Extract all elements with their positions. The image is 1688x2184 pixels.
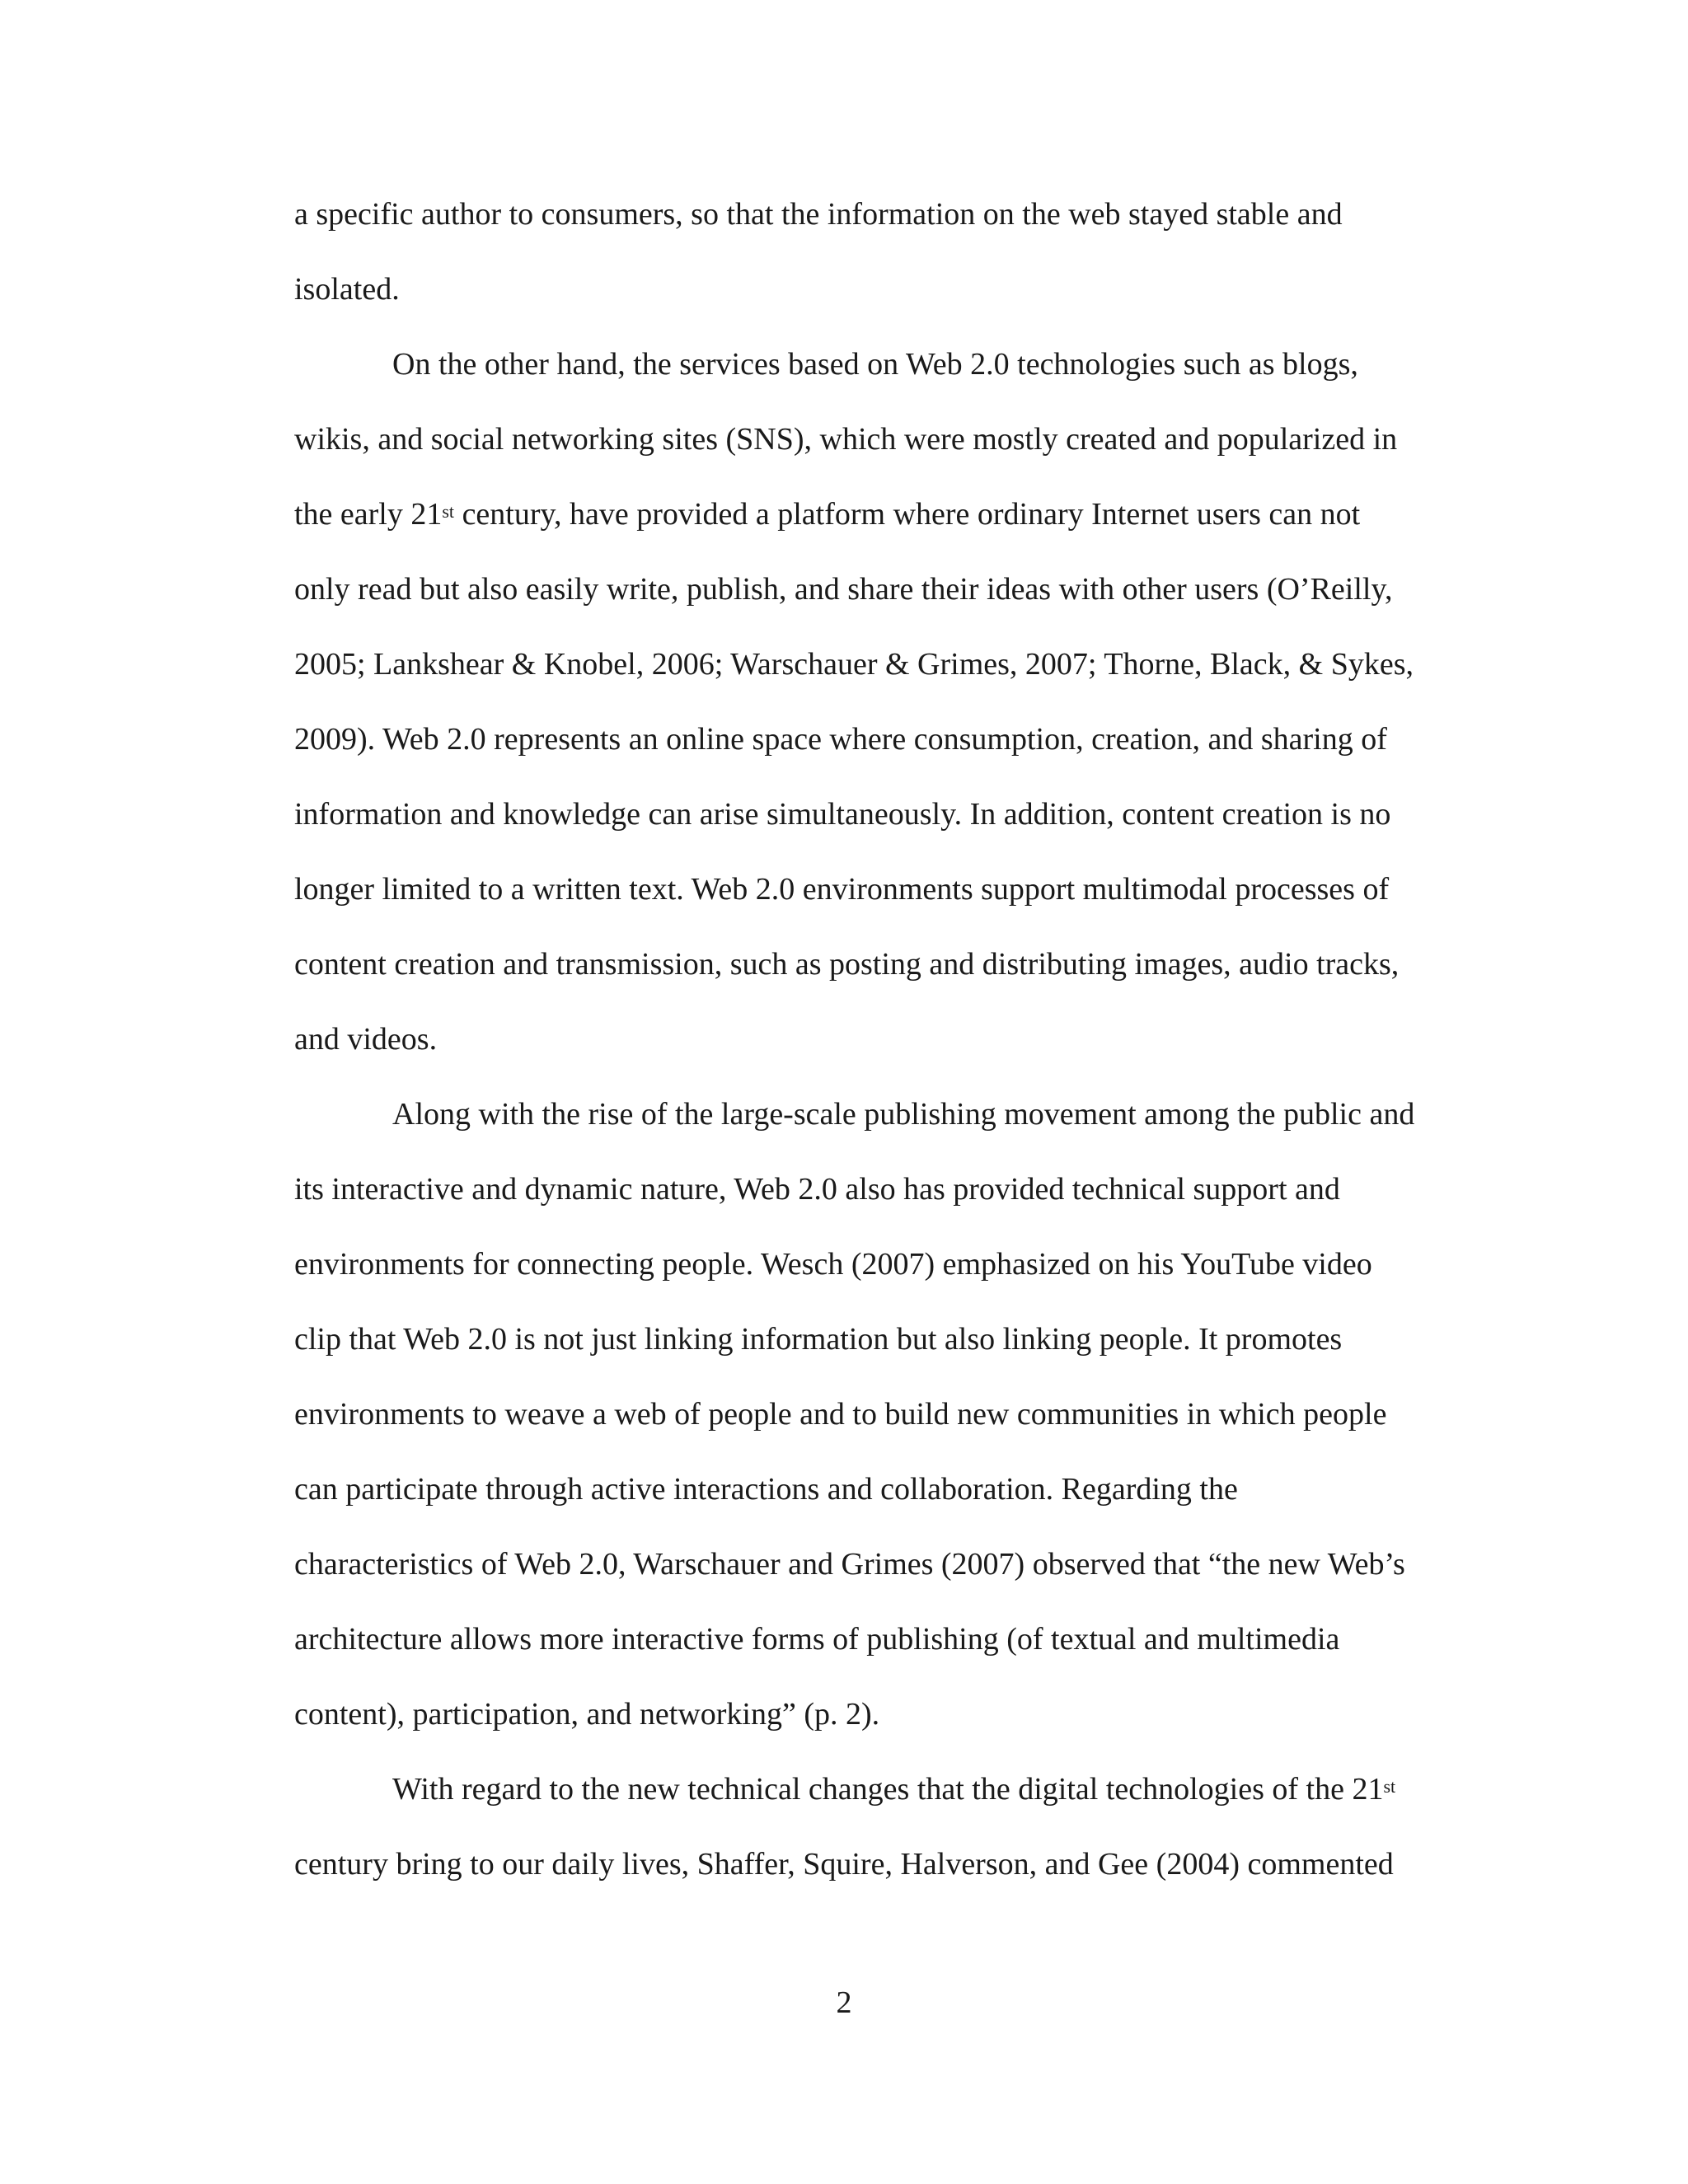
body-text-line: 2009). Web 2.0 represents an online space where consumption, creation, and sharing of [294, 722, 1387, 757]
superscript: st [442, 501, 455, 522]
text-segment: the early 21 [294, 497, 443, 532]
body-text-line: environments to weave a web of people and to build new communities in which people [294, 1397, 1387, 1432]
body-text-line: its interactive and dynamic nature, Web 2.0 also has provided technical support and [294, 1172, 1340, 1207]
text-segment: With regard to the new technical changes that the digital technologies of the 21 [392, 1772, 1384, 1807]
body-text-line: On the other hand, the services based on Web 2.0 technologies such as blogs, [392, 347, 1358, 382]
body-text-line: characteristics of Web 2.0, Warschauer and Grimes (2007) observed that “the new Web’s [294, 1547, 1405, 1582]
body-text-line: longer limited to a written text. Web 2.0 environments support multimodal processes of [294, 872, 1390, 907]
body-text-line: a specific author to consumers, so that the information on the web stayed stable and [294, 197, 1343, 232]
body-text-line: content creation and transmission, such as posting and distributing images, audio tracks, [294, 947, 1400, 982]
body-text-line: architecture allows more interactive forms of publishing (of textual and multimedia [294, 1622, 1340, 1657]
body-text-line: century bring to our daily lives, Shaffer, Squire, Halverson, and Gee (2004) commented [294, 1847, 1394, 1882]
body-text-line: information and knowledge can arise simultaneously. In addition, content creation is no [294, 797, 1391, 832]
body-text-line: clip that Web 2.0 is not just linking information but also linking people. It promotes [294, 1322, 1343, 1357]
text-segment: century, have provided a platform where ordinary Internet users can not [454, 497, 1361, 532]
body-text-line: only read but also easily write, publish, and share their ideas with other users (O’Reilly, [294, 572, 1393, 607]
body-text-line: content), participation, and networking” (p. 2). [294, 1697, 880, 1732]
body-text-line: wikis, and social networking sites (SNS), which were mostly created and popularized in [294, 422, 1398, 457]
body-text-line: Along with the rise of the large-scale publishing movement among the public and [392, 1097, 1415, 1132]
body-text-line [392, 1770, 1395, 1808]
body-text-line: isolated. [294, 272, 400, 307]
body-text-line: 2005; Lankshear & Knobel, 2006; Warschauer & Grimes, 2007; Thorne, Black, & Sykes, [294, 647, 1414, 682]
page-number: 2 [836, 1985, 852, 2020]
body-text-line: and videos. [294, 1022, 438, 1057]
superscript: st [1383, 1776, 1396, 1797]
body-text-line: can participate through active interactions and collaboration. Regarding the [294, 1472, 1238, 1507]
body-text-line: environments for connecting people. Wesch (2007) emphasized on his YouTube video [294, 1247, 1372, 1282]
body-text-line [294, 495, 1360, 533]
